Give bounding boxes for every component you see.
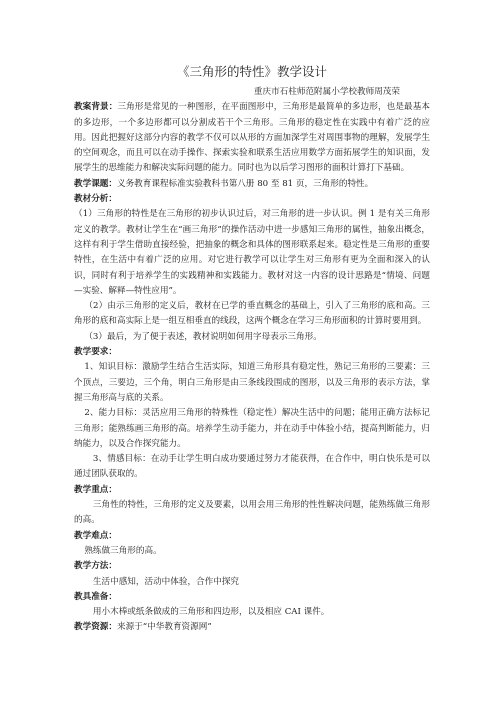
analysis-paragraph-3: （3）最后，为了便于表述，教材说明如何用字母表示三角形。 — [84, 331, 322, 342]
resources-text: 来源于“中华教育资源网” — [116, 622, 212, 633]
requirement-ability: 2、能力目标：灵活应用三角形的特殊性（稳定性）解决生活中的问题；能用正确方法标记三角形；能熟练画三角形的高。培养学生动手能力，并在动手中体验小结，提高判断能力，归纳能力，以及合作探究能力。 — [74, 408, 430, 449]
tools-text: 用小木棒或纸条做成的三角形和四边形，以及相应 CAI 课件。 — [92, 607, 330, 618]
author-line: 重庆市石柱师范附属小学校教师周茂荣 — [253, 87, 400, 97]
background-label: 教案背景： — [74, 102, 118, 113]
background-text: 三角形是常见的一种图形，在平面图形中，三角形是最简单的多边形，也是最基本的多边形，一个多边形都可以分割成若干个三角形。三角形的稳定性在实践中有着广泛的应用。因此把握好这部分内容的教学不仅可以从形的方面加深学生对周围事物的理解，发展学生的空间观念，而且可以在动手操作、探索实验和联系生活应用数学方面拓展学生的知识面，发展学生的思维能力和解决实际问题的能力。同时也为以后学习图形的面积计算打下基础。 — [74, 102, 430, 174]
key-points-text: 三角性的特性，三角形的定义及要素，以用会用三角形的性性解决问题，能熟练做三角形的高。 — [74, 500, 430, 526]
method-heading: 教学方法： — [74, 561, 117, 572]
resources-paragraph — [74, 620, 430, 635]
requirements-heading: 教学要求： — [74, 347, 117, 358]
background-paragraph — [74, 100, 430, 176]
document-title: 《三角形的特性》教学设计 — [176, 64, 327, 79]
analysis-paragraph-1: （1）三角形的特性是在三角形的初步认识过后，对三角形的进一步认识。例 1 是有关三角形定义的教学。教材让学生在“画三角形”的操作活动中进一步感知三角形的属性，抽象出概念，这样有利于学生借助直接经验，把抽象的概念和具体的图形联系起来。稳定性是三角形的重要特性，在生活中有着广泛的应用。对它进行教学可以让学生对三角形有更为全面和深入的认识，同时有利于培养学生的实践精神和实践能力。教材对这一内容的设计思路是“情境、问题—实验、解释—特性应用”。 — [74, 209, 430, 296]
requirement-knowledge: 1、知识目标：激励学生结合生活实际，知道三角形具有稳定性，熟记三角形的三要素：三个顶点，三要边，三个角，明白三角形是由三条线段围成的图形，以及三角形的表示方法，掌握三角形高与底的关系。 — [74, 362, 430, 403]
difficulty-text: 熟练做三角形的高。 — [84, 545, 162, 556]
key-points-heading: 教学重点： — [74, 484, 117, 495]
document-body — [74, 64, 430, 636]
requirement-emotion: 3、情感目标：在动手让学生明白成功要通过努力才能获得，在合作中，明白快乐是可以通过团队获取的。 — [74, 454, 430, 480]
tools-heading: 教具准备： — [74, 591, 117, 602]
topic-label: 教学课题： — [74, 178, 117, 189]
topic-paragraph — [74, 177, 430, 192]
analysis-paragraph-2: （2）由示三角形的定义后，教材在已学的垂直概念的基础上，引入了三角形的底和高。三角形的底和高实际上是一组互相垂直的线段，这两个概念在学习三角形面积的计算时要用到。 — [74, 301, 430, 327]
method-text: 生活中感知，活动中体验，合作中探究 — [92, 576, 240, 587]
difficulty-heading: 教学难点： — [74, 530, 117, 541]
topic-text: 义务教育课程标准实验教科书第八册 80 至 81 页，三角形的特性。 — [116, 178, 374, 189]
resources-label: 教学资源： — [74, 622, 117, 633]
analysis-heading: 教材分析： — [74, 194, 117, 205]
